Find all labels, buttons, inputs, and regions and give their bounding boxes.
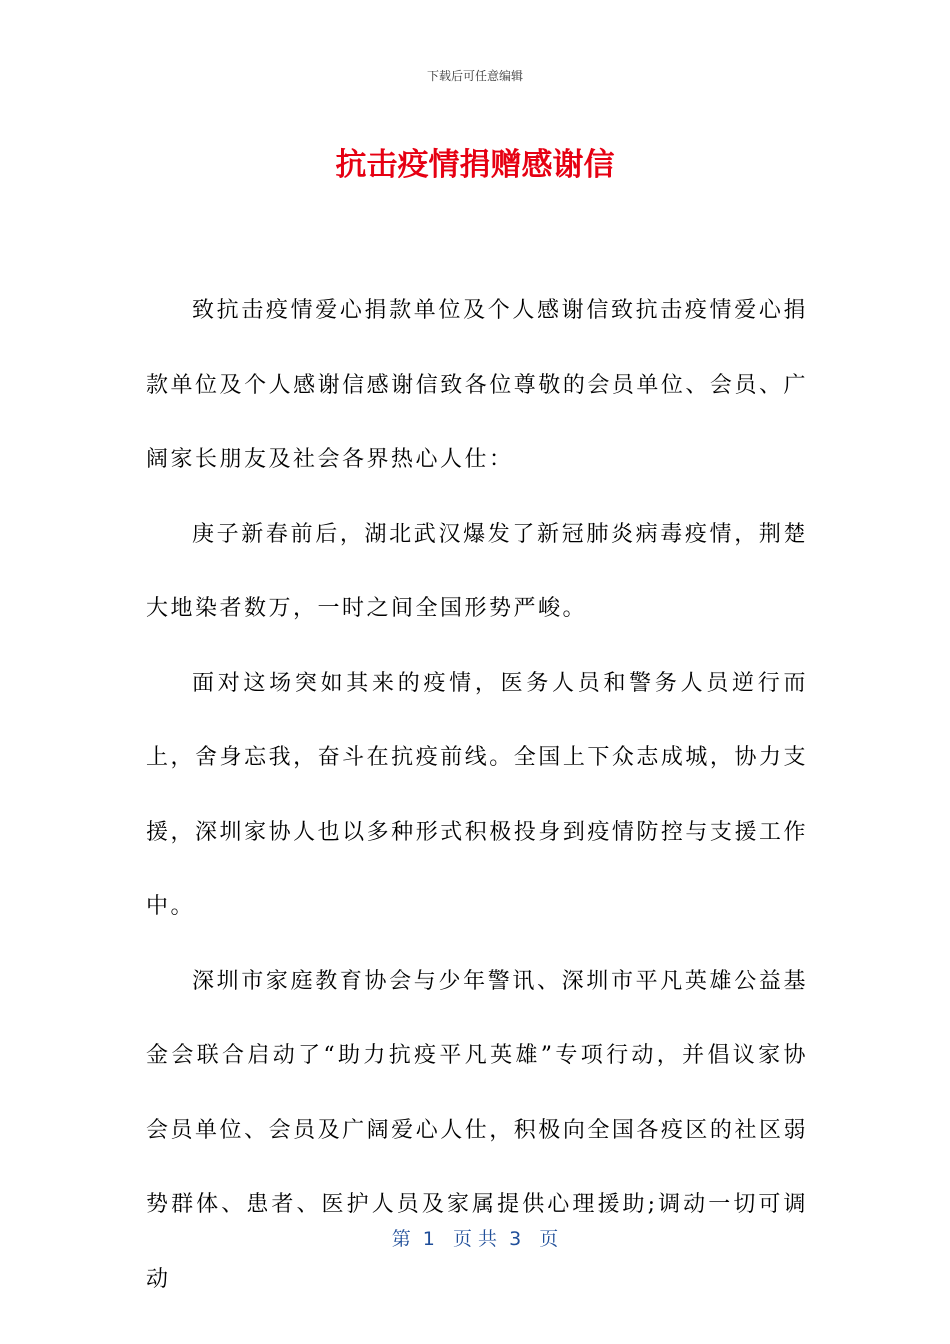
document-body: [146, 274, 808, 1317]
paragraph-1: 致抗击疫情爱心捐款单位及个人感谢信致抗击疫情爱心捐款单位及个人感谢信感谢信致各位尊敬的会员单位、会员、广阔家长朋友及社会各界热心人仕：: [146, 298, 808, 472]
document-title: 抗击疫情捐赠感谢信: [335, 147, 615, 183]
paragraph-3: 面对这场突如其来的疫情，医务人员和警务人员逆行而上，舍身忘我，奋斗在抗疫前线。全国上下众志成城，协力支援，深圳家协人也以多种形式积极投身到疫情防控与支援工作中。: [146, 670, 808, 919]
header-note: 下载后可任意编辑: [426, 69, 523, 83]
paragraph-4: 深圳市家庭教育协会与少年警讯、深圳市平凡英雄公益基金会联合启动了“助力抗疫平凡英雄”专项行动，并倡议家协会员单位、会员及广阔爱心人仕，积极向全国各疫区的社区弱势群体、患者、医护人员及家属提供心理援助;调动一切可调动: [146, 968, 808, 1292]
paragraph-2: 庚子新春前后，湖北武汉爆发了新冠肺炎病毒疫情，荆楚大地染者数万，一时之间全国形势严峻。: [146, 521, 808, 621]
page-number-footer: 第 1 页 共 3 页: [391, 1228, 559, 1250]
